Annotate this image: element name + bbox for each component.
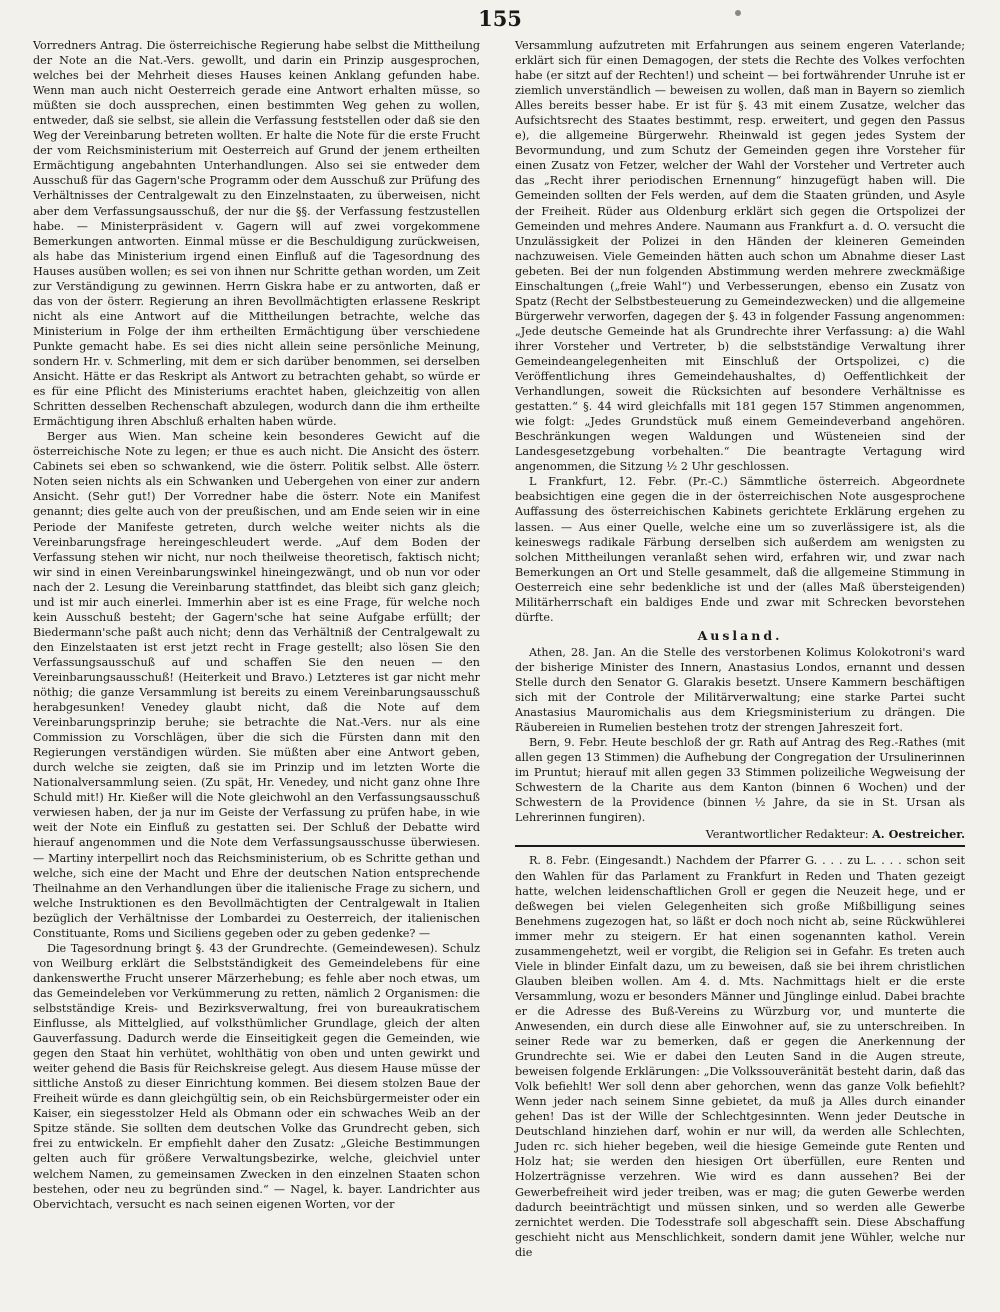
editor-name: A. Oestreicher. xyxy=(872,827,965,842)
section-heading-ausland: Ausland. xyxy=(697,627,783,643)
left-column xyxy=(33,38,480,1212)
right-column xyxy=(515,38,965,1260)
right-paragraph-3: Athen, 28. Jan. An die Stelle des verstorbenen Kolimus Kolokotroni's ward der bisherige Minister des Innern, Anastasius Londos, ernannt und dessen Stelle durch den Senator G. Glarakis besetzt. Unsere Kammern beschäftigen sich mit der Controle der Militärverwaltung; eine starke Partei sucht Anastasius Mauromichalis aus dem Kriegsministerium zu drängen. Die Räubereien in Rumelien bestehen trotz der strengen Jahreszeit fort. xyxy=(515,645,965,735)
left-paragraph-2: Berger aus Wien. Man scheine kein besonderes Gewicht auf die österreichische Note zu legen; er thue es auch nicht. Die Ansicht des österr. Cabinets sei eben so schwankend, wie die österr. Politik selbst. Alle österr. Noten seien nichts als ein Schwanken und Uebergehen von einer zur andern Ansicht. (Sehr gut!) Der Vorredner habe die österr. Note ein Manifest genannt; dies gelte auch von der preußischen, und am Ende seien wir in eine Periode der Manifeste getreten, durch welche weiter nichts als die Vereinbarungsfrage hereingeschleudert werde. „Auf dem Boden der Verfassung stehen wir nicht, nur noch theilweise theoretisch, faktisch nicht; wir sind in einen Vereinbarungswinkel hineingezwängt, und ob nun vor oder nach der 2. Lesung die Vereinbarung stattfindet, das bleibt sich ganz gleich; und ist mir auch einerlei. Immerhin aber ist es eine Frage, für welche noch kein Ausschuß besteht; der Gagern'sche hat seine Aufgabe erfüllt; der Biedermann'sche paßt auch nicht; denn das Verhältniß der Centralgewalt zu den Einzelstaaten ist erst jetzt recht in Frage gestellt; also lösen Sie den Verfassungsausschuß auf und schaffen Sie den neuen — den Vereinbarungsausschuß! (Heiterkeit und Bravo.) Letzteres ist gar nicht mehr nöthig; die ganze Versammlung ist bereits zu einem Vereinbarungsausschuß herabgesunken! Venedey glaubt nicht, daß die Note auf dem Vereinbarungsprinzip beruhe; sie betrachte die Nat.-Vers. nur als eine Commission zu Vorschlägen, über die sich die Fürsten dann mit den Regierungen verständigen würden. Sie müßten aber eine Antwort geben, durch welche sie zeigten, daß sie im Prinzip und im letzten Worte die Nationalversammlung seien. (Zu spät, Hr. Venedey, und nicht ganz ohne Ihre Schuld mit!) Hr. Kießer will die Note gleichwohl an den Verfassungsausschuß verwiesen haben, der ja nur im Geiste der Verfassung zu prüfen habe, in wie weit der Note ein Einfluß zu gestatten sei. Der Schluß der Debatte wird hierauf angenommen und die Note dem Verfassungsausschusse überwiesen. — Martiny interpellirt noch das Reichsministerium, ob es Schritte gethan und welche, sich eine der Macht und Ehre der deutschen Nation entsprechende Theilnahme an den Verhandlungen über die italienische Frage zu sichern, und welche Instruktionen es den Bevollmächtigten der Centralgewalt in Italien bezüglich der Verhältnisse der Lombardei zu Oesterreich, der italienischen Constituante, Roms und Siciliens gegeben oder zu geben gedenke? — xyxy=(33,430,480,940)
left-paragraph-3: Die Tagesordnung bringt §. 43 der Grundrechte. (Gemeindewesen). Schulz von Weilburg erklärt die Selbstständigkeit des Gemeindelebens für eine dankenswerthe Frucht unserer Märzerhebung; es fehle aber noch etwas, um das Gemeindeleben vor Verkümmerung zu retten, nämlich 2 Organismen: die selbstständige Kreis- und Bezirksverwaltung, frei von bureaukratischem Einflusse, als Mittelglied, auf volksthümlicher Grundlage, gleich der alten Gauverfassung. Dadurch werde die Einseitigkeit gegen die Gemeinden, wie gegen den Staat hin verhütet, wohlthätig von oben und unten gewirkt und weiter gehend die Basis für Reichskreise gelegt. Aus diesem Hause müsse der sittliche Anstoß zu dieser Einrichtung kommen. Bei diesem stolzen Baue der Freiheit würde es dann gleichgültig sein, ob ein Reichsbürgermeister oder ein Kaiser, ein siegesstolzer Held als Obmann oder ein schwaches Weib an der Spitze stände. Sie sollten dem deutschen Volke das Grundrecht geben, sich frei zu entwickeln. Er empfiehlt daher den Zusatz: „Gleiche Bestimmungen gelten auch für größere Verwaltungsbezirke, welche, gleichviel unter welchem Namen, zu gemeinsamen Zwecken in den einzelnen Staaten schon bestehen, oder neu zu begründen sind.“ — Nagel, k. bayer. Landrichter aus Obervichtach, versucht es nach seinen eigenen Worten, vor der xyxy=(33,941,480,1211)
right-paragraph-4: Bern, 9. Febr. Heute beschloß der gr. Rath auf Antrag des Reg.-Rathes (mit allen gegen 13 Stimmen) die Aufhebung der Congregation der Ursulinerinnen im Pruntut; hierauf mit allen gegen 33 Stimmen polizeiliche Wegweisung der Schwestern de la Charite aus dem Kanton (binnen 6 Wochen) und der Schwestern de la Providence (binnen ½ Jahre, da sie in St. Ursan als Lehrerinnen fungiren). xyxy=(515,736,965,825)
editor-line xyxy=(515,825,965,847)
right-paragraph-5: R. 8. Febr. (Eingesandt.) Nachdem der Pfarrer G. . . . zu L. . . . schon seit den Wahlen für das Parlament zu Frankfurt in Reden und Thaten gezeigt hatte, welchen leidenschaftlichen Groll er gegen die Neuzeit hege, und er deßwegen bei vielen Gelegenheiten sich große Mißbilligung seines Benehmens zugezogen hat, so läßt er doch noch nicht ab, seine Rückwühlerei immer mehr zu steigern. Er hat einen sogenannten kathol. Verein zusammengehetzt, weil er vorgibt, die Religion sei in Gefahr. Es treten auch Viele in blinder Einfalt dazu, um zu beweisen, daß sie bei ihrem christlichen Glauben bleiben wollen. Am 4. d. Mts. Nachmittags hielt er die erste Versammlung, wozu er besonders Männer und Jünglinge einlud. Dabei brachte er die Adresse des Buß-Vereins zu Würzburg vor, und munterte die Anwesenden, ein durch diese alle Einwohner auf, sie zu unterschreiben. In seiner Rede war zu bemerken, daß er gegen die Anerkennung der Grundrechte sei. Wie er dabei den Leuten Sand in die Augen streute, beweisen folgende Erklärungen: „Die Volkssouveränität besteht darin, daß das Volk befiehlt! Wer soll denn aber gehorchen, wenn das ganze Volk befiehlt? Wenn jeder nach seinem Sinne gebietet, da muß ja Alles durch einander gehen! Das ist der Wille der Schlechtgesinnten. Wenn jeder Deutsche in Deutschland hinziehen darf, wohin er nur will, da werden alle Schlechten, Juden rc. sich hieher begeben, weil die hiesige Gemeinde gute Renten und Holz hat; sie werden den hiesigen Ort überfüllen, eure Renten und Holzerträgnisse verzehren. Wie wird es dann aussehen? Bei der Gewerbefreiheit wird jeder treiben, was er mag; die guten Gewerbe werden dadurch beeinträchtigt und müssen sinken, und so werden alle Gewerbe zernichtet werden. Die Todesstrafe soll abgeschafft sein. Diese Abschaffung geschieht nicht aus Menschlichkeit, sondern damit jene Wühler, welche nur die xyxy=(515,854,965,1259)
left-paragraph-1: Vorredners Antrag. Die österreichische Regierung habe selbst die Mittheilung der Note an die Nat.-Vers. gewollt, und darin ein Prinzip ausgesprochen, welches bei der Mehrheit dieses Hauses keinen Anklang gefunden habe. Wenn man auch nicht Oesterreich gerade eine Antwort erhalten müsse, so müßten sie doch aussprechen, einen bestimmten Weg gehen zu wollen, entweder, daß sie selbst, sie allein die Verfassung feststellen oder daß sie den Weg der Vereinbarung betreten wollten. Er halte die Note für die erste Frucht der vom Reichsministerium mit Oesterreich auf Grund der jenem ertheilten Ermächtigung angebahnten Unterhandlungen. Also sei sie entweder dem Ausschuß für das Gagern'sche Programm oder dem Ausschuß zur Prüfung des Verhältnisses der Centralgewalt zu den Einzelnstaaten, zu überweisen, nicht aber dem Verfassungsausschuß, der nur die §§. der Verfassung festzustellen habe. — Ministerpräsident v. Gagern will auf zwei vorgekommene Bemerkungen antworten. Einmal müsse er die Beschuldigung zurückweisen, als habe das Ministerium irgend einen Einfluß auf die Tagesordnung des Hauses ausüben wollen; es sei von ihnen nur Schritte gethan worden, um Zeit zur Verständigung zu gewinnen. Herrn Giskra habe er zu antworten, daß er das von der österr. Regierung an ihren Bevollmächtigten erlassene Reskript nicht als eine Antwort auf die Mittheilungen betrachte, welche das Ministerium in Folge der ihm ertheilten Ermächtigung über verschiedene Punkte gemacht habe. Es sei dies nicht allein seine persönliche Meinung, sondern Hr. v. Schmerling, mit dem er sich darüber benommen, sei derselben Ansicht. Hätte er das Reskript als Antwort zu betrachten gehabt, so würde er es für eine Pflicht des Ministeriums erachtet haben, gleichzeitig von allen Schritten desselben Rechenschaft abzulegen, wodurch dann die ihm ertheilte Ermächtigung ihren Abschluß erhalten haben würde. xyxy=(33,39,480,429)
editor-label: Verantwortlicher Redakteur: xyxy=(705,828,869,842)
right-paragraph-1: Versammlung aufzutreten mit Erfahrungen aus seinem engeren Vaterlande; erklärt sich für einen Demagogen, der stets die Rechte des Volkes verfochten habe (er sitzt auf der Rechten!) und scheint — bei fortwährender Unruhe ist er ziemlich unverständlich — beweisen zu wollen, daß man in Bayern so ziemlich Alles bereits besser habe. Er ist für §. 43 mit einem Zusatze, welcher das Aufsichtsrecht des Staates bestimmt, resp. erweitert, und gegen den Passus e), die allgemeine Bürgerwehr. Rheinwald ist gegen jedes System der Bevormundung, und zum Schutz der Gemeinden gegen ihre Vorsteher für einen Zusatz von Fetzer, welcher der Wahl der Vorsteher und Vertreter auch das „Recht ihrer periodischen Ernennung“ hinzugefügt haben will. Die Gemeinden sollten der Fels werden, auf dem die Staaten gründen, und Asyle der Freiheit. Rüder aus Oldenburg erklärt sich gegen die Ortspolizei der Gemeinden und mehres Andere. Naumann aus Frankfurt a. d. O. versucht die Unzulässigkeit der Polizei in den Händen der kleineren Gemeinden nachzuweisen. Viele Gemeinden hätten auch schon um Abnahme dieser Last gebeten. Bei der nun folgenden Abstimmung werden mehrere zweckmäßige Einschaltungen („freie Wahl“) und Verbesserungen, ebenso ein Zusatz von Spatz (Recht der Selbstbesteuerung zu Gemeindezwecken) und die allgemeine Bürgerwehr verworfen, dagegen der §. 43 in folgender Fassung angenommen: „Jede deutsche Gemeinde hat als Grundrechte ihrer Verfassung: a) die Wahl ihrer Vorsteher und Vertreter, b) die selbstständige Verwaltung ihrer Gemeindeangelegenheiten mit Einschluß der Ortspolizei, c) die Veröffentlichung ihres Gemeindehaushaltes, d) Oeffentlichkeit der Verhandlungen, soweit die Rücksichten auf besondere Verhältnisse es gestatten.“ §. 44 wird gleichfalls mit 181 gegen 157 Stimmen angenommen, wie folgt: „Jedes Grundstück muß einem Gemeindeverband angehören. Beschränkungen wegen Waldungen und Wüsteneien sind der Landesgesetzgebung vorbehalten.“ Die beantragte Vertagung wird angenommen, die Sitzung ½ 2 Uhr geschlossen. xyxy=(515,39,965,474)
right-paragraph-2: L Frankfurt, 12. Febr. (Pr.-C.) Sämmtliche österreich. Abgeordnete beabsichtigen eine gegen die in der österreichischen Note ausgesprochene Auffassung des österreichischen Kabinets gerichtete Erklärung ergehen zu lassen. — Aus einer Quelle, welche eine um so zuverlässigere ist, als die keineswegs radikale Färbung derselben sich außerdem am wenigsten zu solchen Mittheilungen veranlaßt sehen wird, erfahren wir, und zwar nach Bemerkungen an Ort und Stelle gesammelt, daß die allgemeine Stimmung in Oesterreich eine sehr bedenkliche ist und der (alles Maß übersteigenden) Militärherrschaft ein baldiges Ende und zwar mit Schrecken bevorstehen dürfte. xyxy=(515,475,965,624)
ink-speck xyxy=(735,10,741,16)
page-number: 155 xyxy=(478,6,522,31)
